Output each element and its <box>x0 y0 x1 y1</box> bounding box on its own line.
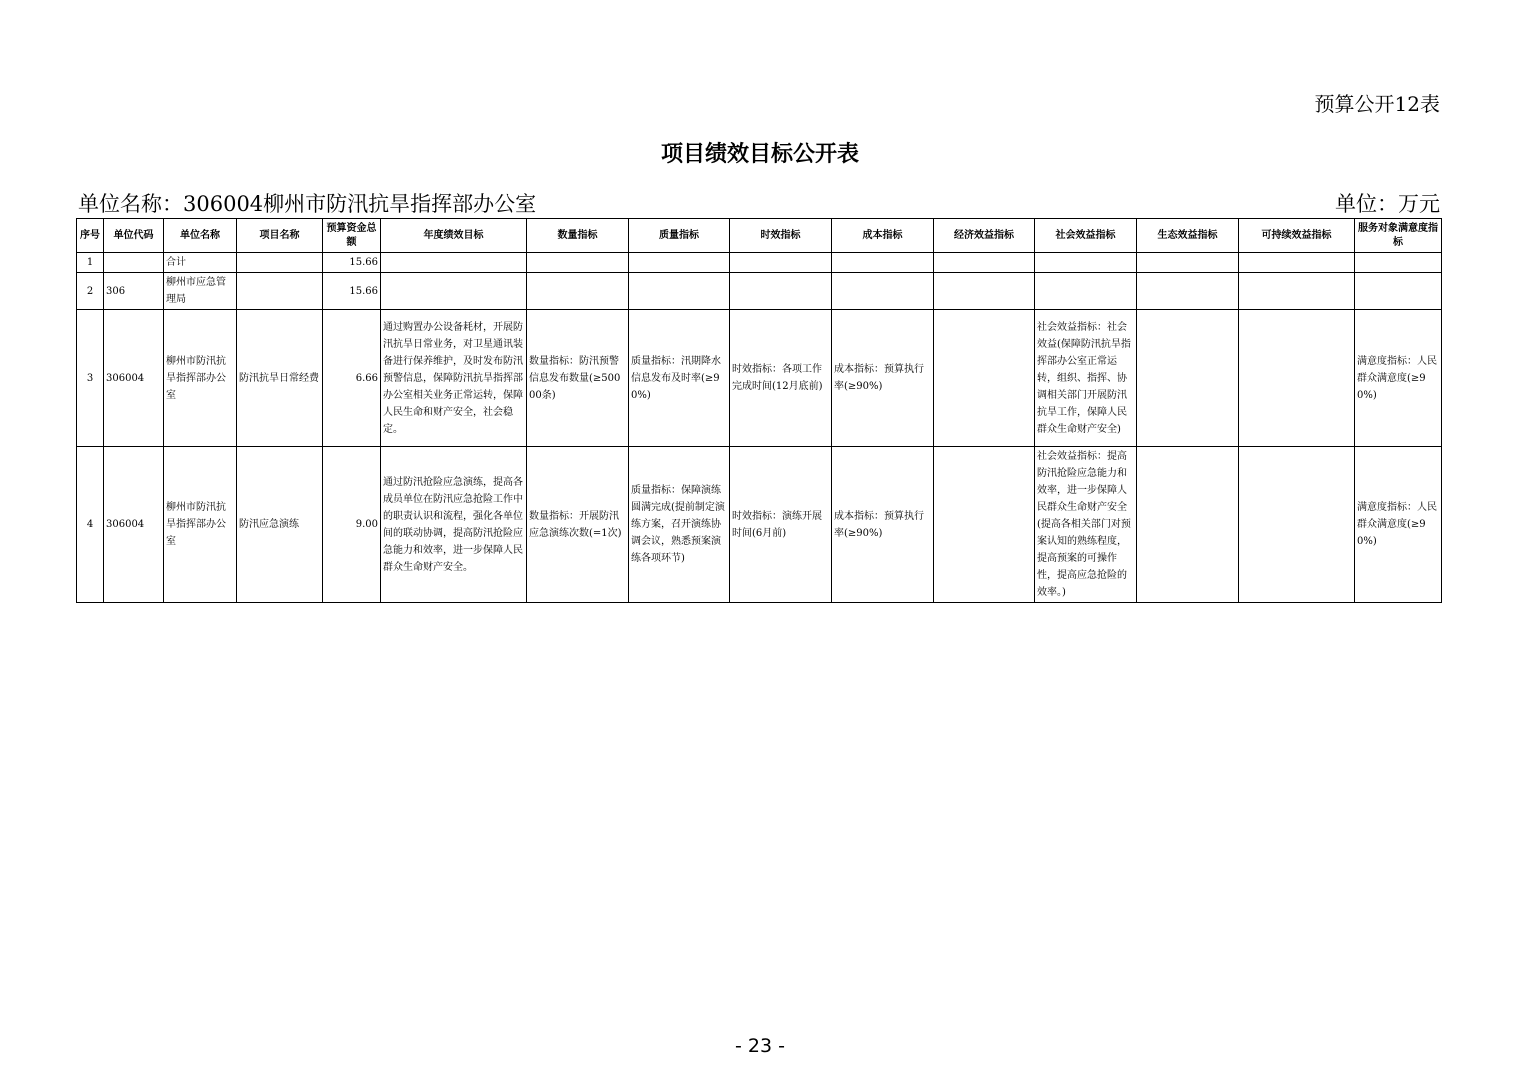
form-number: 预算公开12表 <box>1314 92 1440 116</box>
cell-name: 柳州市防汛抗旱指挥部办公室 <box>164 310 237 447</box>
col-header-name: 单位名称 <box>164 219 237 253</box>
col-header-budget: 预算资金总额 <box>323 219 381 253</box>
unit-name-label: 单位名称：306004柳州市防汛抗旱指挥部办公室 <box>78 192 537 216</box>
col-header-cost: 成本指标 <box>832 219 934 253</box>
cell-budget: 6.66 <box>323 310 381 447</box>
col-header-quality: 质量指标 <box>629 219 730 253</box>
cell-code: 306004 <box>104 310 164 447</box>
cell-no: 2 <box>77 273 104 310</box>
cell-code: 306004 <box>104 447 164 603</box>
cell-quality: 质量指标：汛期降水信息发布及时率(≥90%) <box>629 310 730 447</box>
cell-budget: 9.00 <box>323 447 381 603</box>
table-row <box>77 273 1442 310</box>
cell-sustainable <box>1239 310 1355 447</box>
cell-code <box>104 253 164 273</box>
cell-quantity: 数量指标：开展防汛应急演练次数(=1次) <box>527 447 629 603</box>
cell-economic <box>934 273 1035 310</box>
cell-quantity <box>527 253 629 273</box>
cell-name: 柳州市应急管理局 <box>164 273 237 310</box>
col-header-quantity: 数量指标 <box>527 219 629 253</box>
cell-ecological <box>1137 310 1239 447</box>
cell-goal: 通过防汛抢险应急演练，提高各成员单位在防汛应急抢险工作中的职责认识和流程，强化各单位间的联动协调，提高防汛抢险应急能力和效率，进一步保障人民群众生命财产安全。 <box>381 447 527 603</box>
page-number: - 23 - <box>735 1035 785 1057</box>
cell-satisfaction <box>1355 253 1442 273</box>
cell-satisfaction: 满意度指标：人民群众满意度(≥90%) <box>1355 447 1442 603</box>
cell-social <box>1035 273 1137 310</box>
cell-social: 社会效益指标：社会效益(保障防汛抗旱指挥部办公室正常运转，组织、指挥、协调相关部门开展防汛抗旱工作，保障人民群众生命财产安全) <box>1035 310 1137 447</box>
page-title: 项目绩效目标公开表 <box>660 142 859 167</box>
cell-economic <box>934 310 1035 447</box>
cell-cost <box>832 253 934 273</box>
cell-quantity: 数量指标：防汛预警信息发布数量(≥50000条) <box>527 310 629 447</box>
col-header-goal: 年度绩效目标 <box>381 219 527 253</box>
performance-table <box>76 218 1442 603</box>
cell-name: 合计 <box>164 253 237 273</box>
cell-economic <box>934 253 1035 273</box>
table-row <box>77 253 1442 273</box>
cell-timeliness: 时效指标：各项工作完成时间(12月底前) <box>730 310 832 447</box>
cell-sustainable <box>1239 447 1355 603</box>
cell-satisfaction <box>1355 273 1442 310</box>
cell-timeliness: 时效指标：演练开展时间(6月前) <box>730 447 832 603</box>
cell-name: 柳州市防汛抗旱指挥部办公室 <box>164 447 237 603</box>
cell-sustainable <box>1239 273 1355 310</box>
cell-cost <box>832 273 934 310</box>
cell-project <box>237 273 323 310</box>
col-header-project: 项目名称 <box>237 219 323 253</box>
cell-quantity <box>527 273 629 310</box>
cell-project: 防汛应急演练 <box>237 447 323 603</box>
cell-cost: 成本指标：预算执行率(≥90%) <box>832 310 934 447</box>
table-row <box>77 310 1442 447</box>
col-header-code: 单位代码 <box>104 219 164 253</box>
cell-quality <box>629 253 730 273</box>
cell-project: 防汛抗旱日常经费 <box>237 310 323 447</box>
cell-budget: 15.66 <box>323 253 381 273</box>
cell-goal <box>381 273 527 310</box>
cell-social <box>1035 253 1137 273</box>
cell-ecological <box>1137 447 1239 603</box>
cell-economic <box>934 447 1035 603</box>
col-header-social: 社会效益指标 <box>1035 219 1137 253</box>
table-header-row <box>77 219 1442 253</box>
col-header-timeliness: 时效指标 <box>730 219 832 253</box>
cell-goal <box>381 253 527 273</box>
cell-social: 社会效益指标：提高防汛抢险应急能力和效率，进一步保障人民群众生命财产安全(提高各相关部门对预案认知的熟练程度，提高预案的可操作性，提高应急抢险的效率。) <box>1035 447 1137 603</box>
cell-goal: 通过购置办公设备耗材，开展防汛抗旱日常业务，对卫星通讯装备进行保养维护，及时发布防汛预警信息，保障防汛抗旱指挥部办公室相关业务正常运转，保障人民生命和财产安全，社会稳定。 <box>381 310 527 447</box>
col-header-sustainable: 可持续效益指标 <box>1239 219 1355 253</box>
cell-satisfaction: 满意度指标：人民群众满意度(≥90%) <box>1355 310 1442 447</box>
cell-quality <box>629 273 730 310</box>
cell-code: 306 <box>104 273 164 310</box>
cell-timeliness <box>730 253 832 273</box>
cell-project <box>237 253 323 273</box>
col-header-ecological: 生态效益指标 <box>1137 219 1239 253</box>
col-header-satisfaction: 服务对象满意度指标 <box>1355 219 1442 253</box>
cell-budget: 15.66 <box>323 273 381 310</box>
cell-ecological <box>1137 273 1239 310</box>
cell-quality: 质量指标：保障演练圆满完成(提前制定演练方案，召开演练协调会议，熟悉预案演练各项环节) <box>629 447 730 603</box>
cell-ecological <box>1137 253 1239 273</box>
unit-label: 单位：万元 <box>1335 192 1440 216</box>
cell-no: 4 <box>77 447 104 603</box>
table-row <box>77 447 1442 603</box>
cell-sustainable <box>1239 253 1355 273</box>
cell-cost: 成本指标：预算执行率(≥90%) <box>832 447 934 603</box>
col-header-no: 序号 <box>77 219 104 253</box>
cell-no: 3 <box>77 310 104 447</box>
cell-no: 1 <box>77 253 104 273</box>
col-header-economic: 经济效益指标 <box>934 219 1035 253</box>
cell-timeliness <box>730 273 832 310</box>
